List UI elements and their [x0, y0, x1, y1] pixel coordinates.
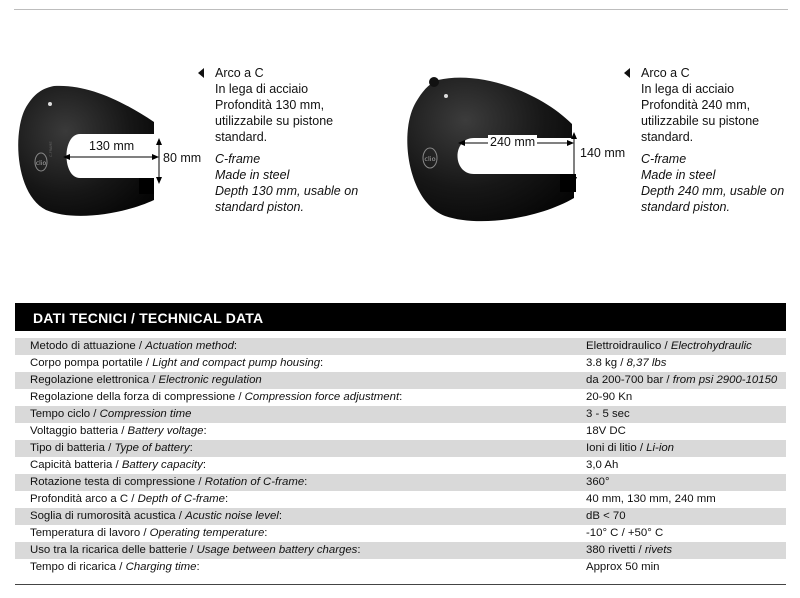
table-row: Regolazione elettronica / Electronic regulation da 200-700 bar / from psi 2900-10150 — [15, 372, 786, 389]
row-label-en: Compression time — [99, 408, 192, 420]
table-row: Tempo ciclo / Compression time 3 - 5 sec — [15, 406, 786, 423]
table-row: Capicità batteria / Battery capacity: 3,0 Ah — [30, 459, 619, 471]
row-label-it: Corpo pompa portatile — [30, 357, 143, 369]
row-value-en: from psi 2900-10150 — [672, 374, 778, 386]
row-value: da 200-700 bar / — [586, 374, 670, 386]
technical-data-heading: DATI TECNICI / TECHNICAL DATA — [15, 303, 786, 331]
bullet-triangle-icon — [198, 68, 204, 78]
row-label-it: Rotazione testa di compressione — [30, 476, 196, 488]
c-frame-130-height-label: 80 mm — [163, 151, 202, 165]
row-label-it: Soglia di rumorosità acustica — [30, 510, 176, 522]
caption-en-line: Depth 240 mm, usable on — [641, 184, 785, 198]
row-label-it: Uso tra la ricarica delle batterie — [30, 544, 188, 556]
row-label-en: Light and compact pump housing — [152, 357, 321, 369]
row-value: dB < 70 — [586, 510, 626, 522]
row-value: -10° C / +50° C — [586, 527, 664, 539]
row-label-it: Tempo di ricarica — [30, 561, 117, 573]
c-frame-130-caption — [215, 65, 358, 215]
row-label-en: Compression force adjustment — [244, 391, 400, 403]
caption-it-line: Arco a C — [215, 66, 264, 80]
top-divider — [14, 9, 788, 10]
row-label-it: Tempo ciclo — [30, 408, 91, 420]
table-row: Profondità arco a C / Depth of C-frame: 40 mm, 130 mm, 240 mm — [30, 493, 716, 505]
row-value: 3 - 5 sec — [586, 408, 630, 420]
table-row: Tipo di batteria / Type of battery: Ioni di litio / Li-ion — [15, 440, 786, 457]
row-label-en: Electronic regulation — [158, 374, 262, 386]
bullet-triangle-icon — [624, 68, 630, 78]
row-value: 18V DC — [586, 425, 626, 437]
row-value-en: rivets — [644, 544, 673, 556]
row-value: Approx 50 min — [586, 561, 660, 573]
c-frame-130-depth-label: 130 mm — [89, 139, 135, 153]
caption-en-line: C-frame — [215, 152, 261, 166]
caption-it-line: Arco a C — [641, 66, 690, 80]
row-label-it: Regolazione elettronica — [30, 374, 150, 386]
row-value-en: Electrohydraulic — [670, 340, 752, 352]
row-label-en: Rotation of C-frame — [204, 476, 305, 488]
caption-en-line: Made in steel — [641, 168, 716, 182]
row-label-en: Acustic noise level — [185, 510, 279, 522]
c-frame-240-caption — [641, 65, 784, 215]
caption-en-line: standard piston. — [215, 200, 304, 214]
row-label-en: Usage between battery charges — [196, 544, 358, 556]
caption-it-line: Profondità 240 mm, — [641, 98, 751, 112]
row-label-it: Capicità batteria — [30, 459, 113, 471]
row-label-en: Depth of C-frame — [137, 493, 226, 505]
row-value-en: Li-ion — [646, 442, 675, 454]
caption-en-line: standard piston. — [641, 200, 730, 214]
caption-it-line: In lega di acciaio — [215, 82, 309, 96]
table-row: Corpo pompa portatile / Light and compact pump housing: 3.8 kg / 8,37 lbs — [30, 357, 667, 369]
row-value: 3,0 Ah — [586, 459, 619, 471]
table-row: Tempo di ricarica / Charging time: Approx 50 min — [30, 561, 660, 573]
row-value: 3.8 kg / — [586, 357, 624, 369]
caption-it-line: In lega di acciaio — [641, 82, 735, 96]
row-value: 40 mm, 130 mm, 240 mm — [586, 493, 716, 505]
row-label-en: Battery capacity — [121, 459, 203, 471]
table-row: Voltaggio batteria / Battery voltage: 18V DC — [30, 425, 626, 437]
row-label-it: Tipo di batteria — [30, 442, 105, 454]
row-value: Ioni di litio / — [586, 442, 643, 454]
caption-en-line: Depth 130 mm, usable on — [215, 184, 359, 198]
table-row: Temperatura di lavoro / Operating temperature: -10° C / +50° C — [30, 527, 664, 539]
row-label-en: Battery voltage — [127, 425, 204, 437]
svg-text:C-FRAME: C-FRAME — [49, 141, 53, 157]
row-value: Elettroidraulico — [586, 340, 662, 352]
caption-en-line: Made in steel — [215, 168, 290, 182]
row-label-en: Actuation method — [145, 340, 234, 352]
bottom-divider — [15, 584, 786, 585]
table-row: Rotazione testa di compressione / Rotation of C-frame: 360° — [15, 474, 786, 491]
row-label-en: Type of battery — [114, 442, 190, 454]
row-value: 360° — [586, 476, 610, 488]
caption-it-line: utilizzabile su pistone — [641, 114, 760, 128]
table-row: Soglia di rumorosità acustica / Acustic noise level: dB < 70 — [15, 508, 786, 525]
row-value: 380 rivetti / — [586, 544, 642, 556]
table-row: Metodo di attuazione / Actuation method: Elettroidraulico / Electrohydraulic — [15, 338, 786, 355]
row-label-it: Voltaggio batteria — [30, 425, 119, 437]
row-value: 20-90 Kn — [586, 391, 633, 403]
caption-it-line: standard. — [641, 130, 694, 144]
row-label-it: Metodo di attuazione — [30, 340, 136, 352]
table-row: Regolazione della forza di compressione / Compression force adjustment: 20-90 Kn — [30, 391, 633, 403]
caption-it-line: utilizzabile su pistone — [215, 114, 334, 128]
row-label-en: Charging time — [125, 561, 197, 573]
caption-it-line: Profondità 130 mm, — [215, 98, 325, 112]
technical-data-table — [15, 338, 786, 576]
c-frame-240-depth-label: 240 mm — [490, 135, 536, 149]
caption-en-line: C-frame — [641, 152, 687, 166]
table-row: Uso tra la ricarica delle batterie / Usage between battery charges: 380 rivetti / rivets — [15, 542, 786, 559]
svg-text:clio: clio — [424, 155, 436, 163]
row-value-en: 8,37 lbs — [626, 357, 667, 369]
row-label-it: Temperatura di lavoro — [30, 527, 141, 539]
svg-text:clio: clio — [35, 160, 47, 167]
caption-it-line: standard. — [215, 130, 268, 144]
row-label-en: Operating temperature — [149, 527, 265, 539]
c-frame-240-height-label: 140 mm — [580, 146, 626, 160]
row-label-it: Profondità arco a C — [30, 493, 129, 505]
row-label-it: Regolazione della forza di compressione — [30, 391, 236, 403]
